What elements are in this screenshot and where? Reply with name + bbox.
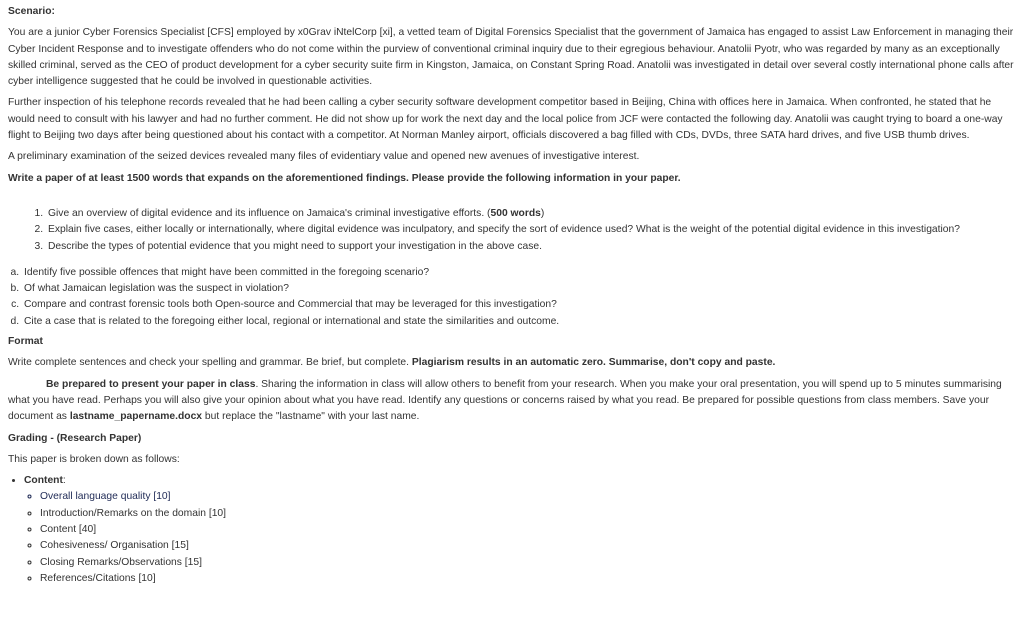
criterion-item: ◦ Closing Remarks/Observations [15] [40,555,1016,571]
format-heading: Format [8,336,43,348]
question-list [8,206,1016,255]
scenario-heading: Scenario: [8,6,55,17]
sub-question-d: d. Cite a case that is related to the foregoing either local, regional or international and state the similarities and outcome. [22,314,1016,330]
criterion-item: ◦ References/Citations [10] [40,571,1016,587]
plagiarism-warning: Plagiarism results in an automatic zero. Summarise, don't copy and paste. [411,357,776,369]
presentation-text: . Sharing the information in class will allow others to benefit from your research. When you make your oral presentation, you will spend up to 5 minutes summarising what you have read. Perhaps you will also give your opinion about what you have read. Identify any questions or concerns raised by what you read. Be prepared for possible questions from class members. Save your document as [8,378,1002,423]
sub-question-a: a. Identify five possible offences that might have been committed in the foregoing scenario? [22,265,1016,281]
criterion-item: ◦ Introduction/Remarks on the domain [10] [40,506,1016,522]
question-item [46,206,1016,222]
criterion-item: ◦ Cohesiveness/ Organisation [15] [40,538,1016,554]
grading-heading: Grading - (Research Paper) [8,432,142,444]
sub-question-c: c. Compare and contrast forensic tools both Open-source and Commercial that may be leveraged for this investigation? [22,297,1016,313]
question-1-text: Give an overview of digital evidence and its influence on Jamaica's criminal investigative efforts. ( [48,207,491,219]
content-colon: : [62,475,66,487]
criterion-item: ◦ Overall language quality [10] [40,489,1016,505]
paper-instruction: Write a paper of at least 1500 words that expands on the aforementioned findings. Please provide the following information in your paper. [8,172,681,184]
sub-question-list [8,265,1016,330]
content-label: Content [24,475,63,487]
question-item: 3. Describe the types of potential evidence that you might need to support your investigation in the above case. [46,239,1016,255]
presentation-text-end: but replace the "lastname" with your last name. [202,411,420,423]
question-1-end: ) [540,207,545,219]
grading-intro: This paper is broken down as follows: [8,453,180,465]
criterion-item: ◦ Content [40] [40,522,1016,538]
document-filename: lastname_papername.docx [69,411,203,423]
content-item [24,473,1016,587]
question-item: 2. Explain five cases, either locally or internationally, where digital evidence was inculpatory, and specify the sort of evidence used? What is the weight of the potential digital evidence in this investigation? [46,222,1016,238]
sub-question-b: b. Of what Jamaican legislation was the suspect in violation? [22,281,1016,297]
presentation-paragraph [8,377,1016,426]
criteria-list [24,489,1016,587]
word-count-emphasis: 500 words [490,207,541,219]
format-paragraph [8,355,1016,371]
format-text: Write complete sentences and check your spelling and grammar. Be brief, but complete. [8,357,412,369]
scenario-paragraph-2: Further inspection of his telephone records revealed that he had been calling a cyber security software development competitor based in Beijing, China with offices here in Jamaica. When confronted, he stated that he would need to consult with his lawyer and had no further comment. He did not show up for work the next day and the local police from JCF were contacted the following day. Anatolii was caught trying to board a one-way flight to Beijing two days after being questioned about his contact with a competitor. At Norman Manley airport, officials discovered a bag filled with CDs, DVDs, three SATA hard drives, and five USB thumb drives. [8,97,1003,142]
scenario-paragraph-3: A preliminary examination of the seized devices revealed many files of evidentiary value and opened new avenues of investigative interest. [8,151,640,163]
scenario-paragraph-1: You are a junior Cyber Forensics Specialist [CFS] employed by x0Grav iNtelCorp [xi], a vetted team of Digital Forensics Specialist that the government of Jamaica has engaged to assist Law Enforcement in managing their Cyber Incident Response and to investigate offenders who do not come within the purview of conventional criminal inquiry due to their egregious behaviour. Anatolii Pyotr, who was regarded by many as an exceptionally skilled criminal, served as the CEO of product development for a cyber security suite firm in Kingston, Jamaica, on Constant Spring Road. Anatolii was investigated in detail over several costly international phone calls after cyber intelligence suggested that he could be involved in questionable activities. [8,27,1014,88]
grading-breakdown [8,473,1016,587]
presentation-emphasis: Be prepared to present your paper in class [46,378,256,390]
